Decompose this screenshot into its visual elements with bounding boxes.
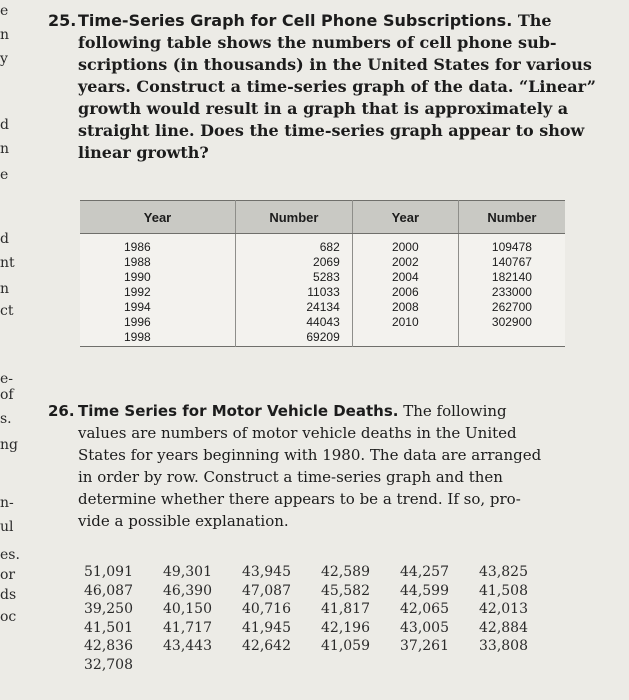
death-value: 41,501: [84, 619, 133, 636]
death-value: 42,196: [321, 619, 370, 636]
death-value: 41,059: [321, 638, 370, 654]
death-value: 43,825: [479, 564, 528, 580]
table-cell: 1992: [124, 285, 151, 299]
number-column-2: [458, 234, 565, 347]
table-cell: 44043: [306, 315, 340, 329]
death-value: 40,150: [163, 601, 212, 617]
table-cell: 233000: [491, 285, 532, 299]
problem-26-title: Time Series for Motor Vehicle Deaths.: [78, 402, 399, 420]
problem-25-text-line: following table shows the numbers of cell phone sub-: [78, 33, 557, 52]
header-number: Number: [236, 201, 353, 234]
death-value: 43,005: [400, 619, 449, 636]
death-value: 41,508: [479, 582, 528, 599]
problem-25-text-line: The: [512, 11, 552, 30]
problem-25-text-line: straight line. Does the time-series graph appear to show: [78, 121, 585, 140]
header-year: Year: [352, 201, 458, 234]
death-value: 42,065: [400, 601, 449, 617]
death-value: 42,884: [479, 619, 528, 636]
table-cell: 302900: [491, 315, 532, 329]
problem-25-text-line: growth would result in a graph that is approximately a: [78, 99, 569, 118]
table-cell: 2008: [391, 300, 419, 314]
problem-26-text-line: determine whether there appears to be a trend. If so, pro-: [78, 490, 521, 508]
problem-25: [48, 10, 596, 164]
table-cell: 2000: [391, 240, 419, 254]
margin-fragment: nt: [0, 255, 15, 271]
table-cell: 69209: [306, 330, 340, 344]
table-cell: 1998: [124, 330, 151, 344]
year-column-1: [80, 234, 236, 347]
death-value: 41,817: [321, 601, 370, 617]
death-value: 45,582: [321, 582, 370, 599]
margin-fragment: n: [0, 27, 10, 43]
cell-phone-table: [80, 200, 565, 370]
problem-26-text-line: values are numbers of motor vehicle deaths in the United: [78, 424, 517, 442]
problem-26: [48, 400, 578, 532]
problem-25-number: 25.: [48, 11, 77, 30]
margin-fragment: d: [0, 117, 9, 133]
death-value: 40,716: [242, 601, 291, 617]
problem-26-text-line: States for years beginning with 1980. The data are arranged: [78, 446, 542, 464]
header-number: Number: [458, 201, 565, 234]
margin-fragment: ds: [0, 587, 17, 603]
table-cell: 1994: [124, 300, 151, 314]
margin-fragment: es.: [0, 547, 20, 563]
death-value: 32,708: [84, 656, 133, 673]
table-cell: 5283: [313, 270, 340, 284]
table-header-row: [80, 201, 565, 234]
values-row: [84, 619, 558, 638]
death-value: 39,250: [84, 601, 133, 617]
table-cell: 2002: [391, 255, 419, 269]
margin-fragment: s.: [0, 411, 12, 427]
values-row: [84, 563, 558, 582]
problem-25-text-line: years. Construct a time-series graph of the data. “Linear”: [78, 77, 596, 96]
motor-vehicle-death-values: [84, 563, 558, 674]
death-value: 43,443: [163, 638, 212, 654]
table-cell: 1996: [124, 315, 151, 329]
death-value: 37,261: [400, 638, 449, 654]
margin-fragment: e: [0, 167, 9, 183]
problem-26-number: 26.: [48, 402, 75, 420]
problem-26-text-line: vide a possible explanation.: [78, 512, 289, 530]
number-column-1: [236, 234, 353, 347]
table-cell: 140767: [491, 255, 532, 269]
table-cell: 11033: [307, 285, 340, 299]
table-cell: 182140: [491, 270, 532, 284]
table-cell: 24134: [306, 300, 340, 314]
margin-fragment: ct: [0, 303, 14, 319]
problem-25-title: Time-Series Graph for Cell Phone Subscriptions.: [78, 11, 513, 30]
death-value: 44,599: [400, 582, 449, 599]
death-value: 33,808: [479, 638, 528, 654]
margin-fragment: ul: [0, 519, 14, 535]
table-cell: 1986: [124, 240, 151, 254]
values-row: [84, 656, 558, 675]
margin-fragment: n: [0, 281, 10, 297]
death-value: 42,589: [321, 564, 370, 580]
table-cell: 2006: [391, 285, 419, 299]
table-cell: 1988: [124, 255, 151, 269]
problem-26-text-line: in order by row. Construct a time-series graph and then: [78, 468, 503, 486]
margin-fragment: e-: [0, 371, 14, 387]
margin-fragment: or: [0, 567, 16, 583]
table-cell: 2069: [313, 255, 340, 269]
table-cell: 262700: [491, 300, 532, 314]
margin-fragment: y: [0, 51, 8, 67]
table-cell: 682: [319, 240, 340, 254]
margin-fragment: d: [0, 231, 9, 247]
problem-25-text-line: scriptions (in thousands) in the United States for various: [78, 55, 592, 74]
death-value: 44,257: [400, 564, 449, 580]
margin-fragment: of: [0, 387, 14, 403]
table-cell: 2010: [391, 315, 419, 329]
table-cell: 1990: [124, 270, 151, 284]
death-value: 42,642: [242, 638, 291, 654]
table-row: [80, 234, 565, 347]
table-cell: 109478: [491, 240, 532, 254]
death-value: 41,717: [163, 619, 212, 636]
death-value: 46,390: [163, 582, 212, 599]
values-row: [84, 637, 558, 656]
death-value: 43,945: [242, 564, 291, 580]
year-column-2: [352, 234, 458, 347]
table-cell: 2004: [391, 270, 419, 284]
death-value: 49,301: [163, 564, 212, 580]
death-value: 42,013: [479, 601, 528, 617]
problem-25-text-line: linear growth?: [78, 143, 209, 162]
margin-fragment: n: [0, 141, 10, 157]
margin-fragment: e: [0, 3, 9, 19]
problem-26-text-line: The following: [398, 402, 507, 420]
values-row: [84, 600, 558, 619]
death-value: 42,836: [84, 638, 133, 654]
death-value: 51,091: [84, 564, 133, 580]
death-value: 47,087: [242, 582, 291, 599]
margin-fragment: oc: [0, 609, 17, 625]
values-row: [84, 582, 558, 601]
header-year: Year: [80, 201, 236, 234]
margin-fragment: ng: [0, 437, 18, 453]
margin-fragment: n-: [0, 495, 14, 511]
left-margin-fragments: [0, 0, 22, 700]
death-value: 41,945: [242, 619, 291, 636]
death-value: 46,087: [84, 582, 133, 599]
